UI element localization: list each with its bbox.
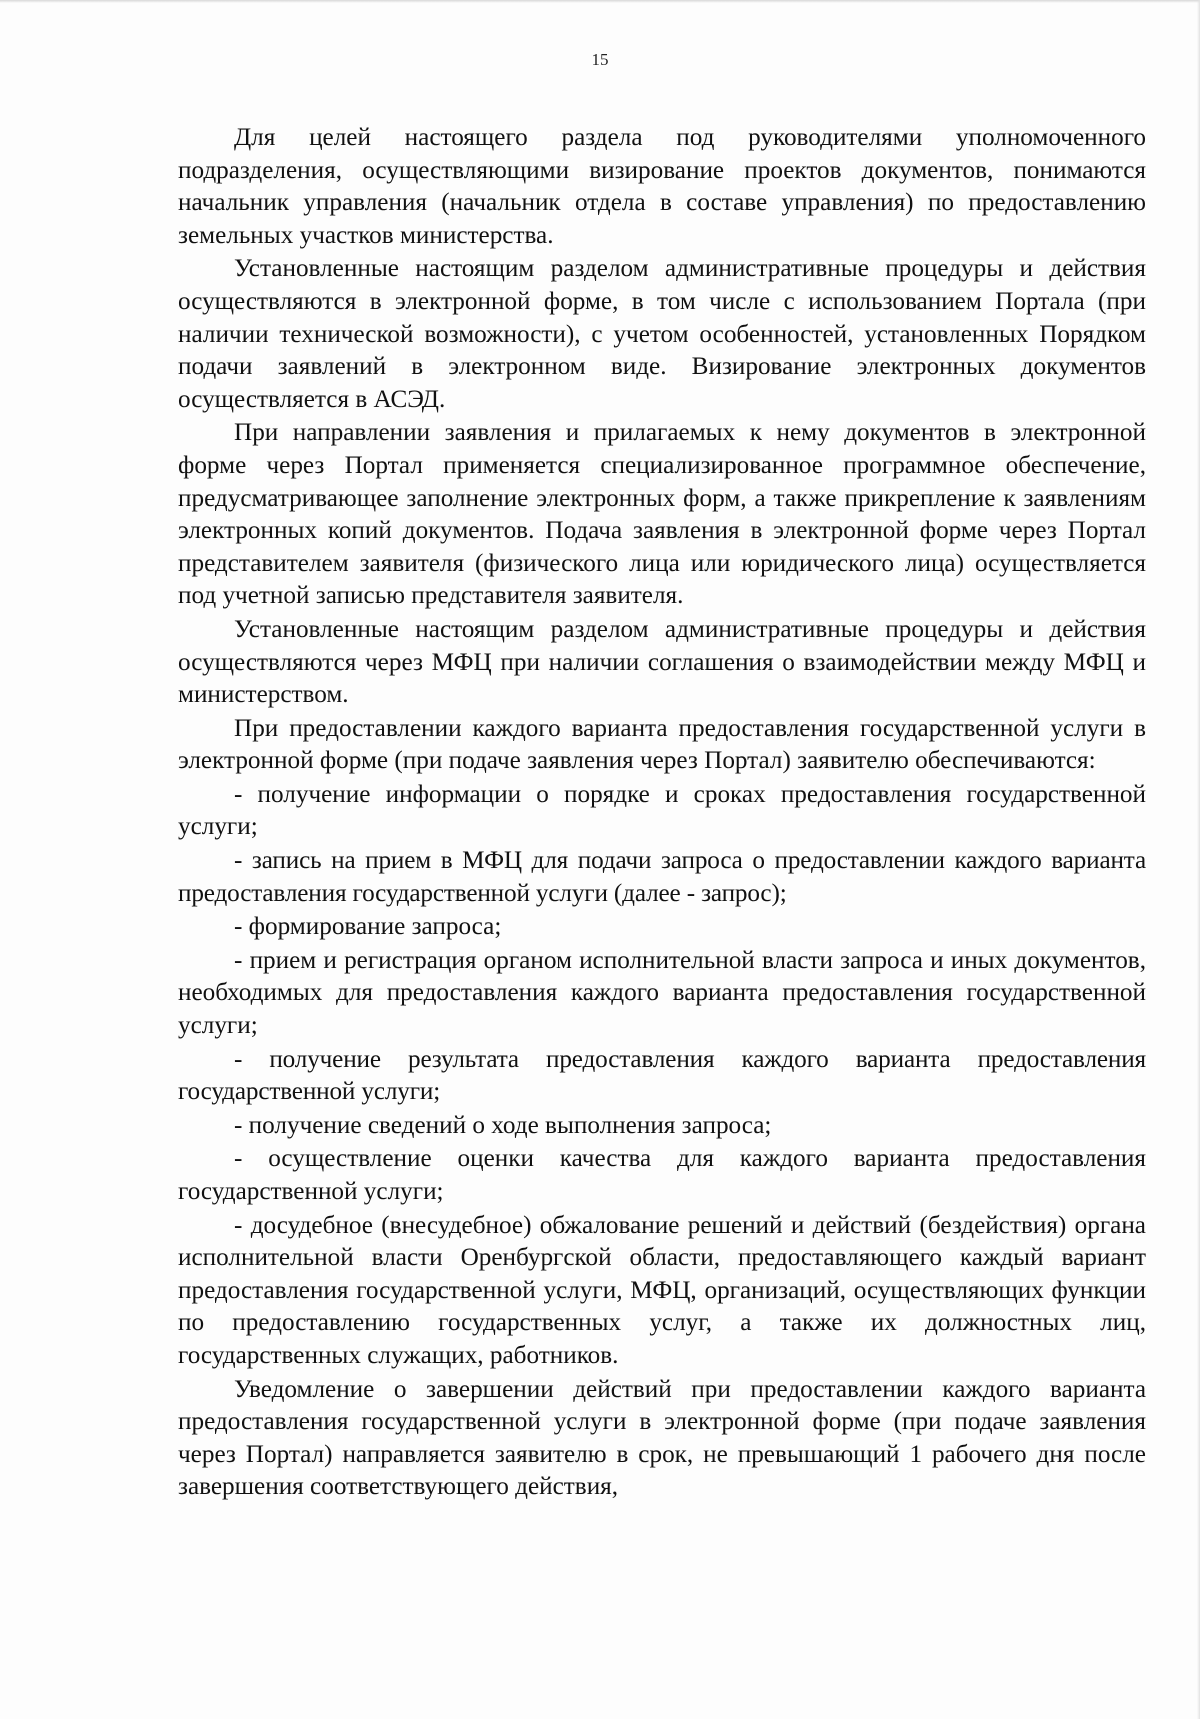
paragraph-provision-intro: При предоставлении каждого варианта предоставления государственной услуги в электронной форме (при подаче заявления через Портал) заявителю обеспечиваются: bbox=[178, 714, 1146, 775]
paragraph-electronic-form: Установленные настоящим разделом административные процедуры и действия осуществляются в электронной форме, в том числе с использованием Портала (при наличии технической возможности), с учетом особенностей, установленных Порядком подачи заявлений в электронном виде. Визирование электронных документов осуществляется в АСЭД. bbox=[178, 255, 1146, 413]
scan-edge-top bbox=[0, 0, 1200, 3]
list-item-progress: - получение сведений о ходе выполнения запроса; bbox=[234, 1111, 772, 1139]
document-body bbox=[178, 122, 1146, 1504]
paragraph-mfc: Установленные настоящим разделом административные процедуры и действия осуществляются через МФЦ при наличии соглашения о взаимодействии между МФЦ и министерством. bbox=[178, 615, 1146, 709]
list-item-appointment: - запись на прием в МФЦ для подачи запроса о предоставлении каждого варианта предоставления государственной услуги (далее - запрос); bbox=[178, 847, 1146, 907]
list-item-quality: - осуществление оценки качества для каждого варианта предоставления государственной услуги; bbox=[178, 1145, 1146, 1205]
list-item-registration: - прием и регистрация органом исполнительной власти запроса и иных документов, необходимых для предоставления каждого варианта предоставления государственной услуги; bbox=[178, 946, 1146, 1040]
list-item-appeal: - досудебное (внесудебное) обжалование решений и действий (бездействия) органа исполнительной власти Оренбургской области, предоставляющего каждый вариант предоставления государственной услуги, МФЦ, организаций, осуществляющих функции по предоставлению государственных услуг, а также их должностных лиц, государственных служащих, работников. bbox=[178, 1211, 1146, 1369]
paragraph-notification: Уведомление о завершении действий при предоставлении каждого варианта предоставления государственной услуги в электронной форме (при подаче заявления через Портал) направляется заявителю в срок, не превышающий 1 рабочего дня после завершения соответствующего действия, bbox=[178, 1375, 1146, 1501]
paragraph-portal-submission: При направлении заявления и прилагаемых к нему документов в электронной форме через Портал применяется специализированное программное обеспечение, предусматривающее заполнение электронных форм, а также прикрепление к заявлениям электронных копий документов. Подача заявления в электронной форме через Портал представителем заявителя (физического лица или юридического лица) осуществляется под учетной записью представителя заявителя. bbox=[178, 419, 1146, 610]
paragraph-definition: Для целей настоящего раздела под руководителями уполномоченного подразделения, осуществляющими визирование проектов документов, понимаются начальник управления (начальник отдела в составе управления) по предоставлению земельных участков министерства. bbox=[178, 124, 1146, 249]
list-item-result: - получение результата предоставления каждого варианта предоставления государственной услуги; bbox=[178, 1045, 1146, 1106]
page-number: 15 bbox=[591, 50, 609, 69]
list-item-information: - получение информации о порядке и сроках предоставления государственной услуги; bbox=[178, 780, 1146, 841]
list-item-request-forming: - формирование запроса; bbox=[234, 913, 502, 941]
